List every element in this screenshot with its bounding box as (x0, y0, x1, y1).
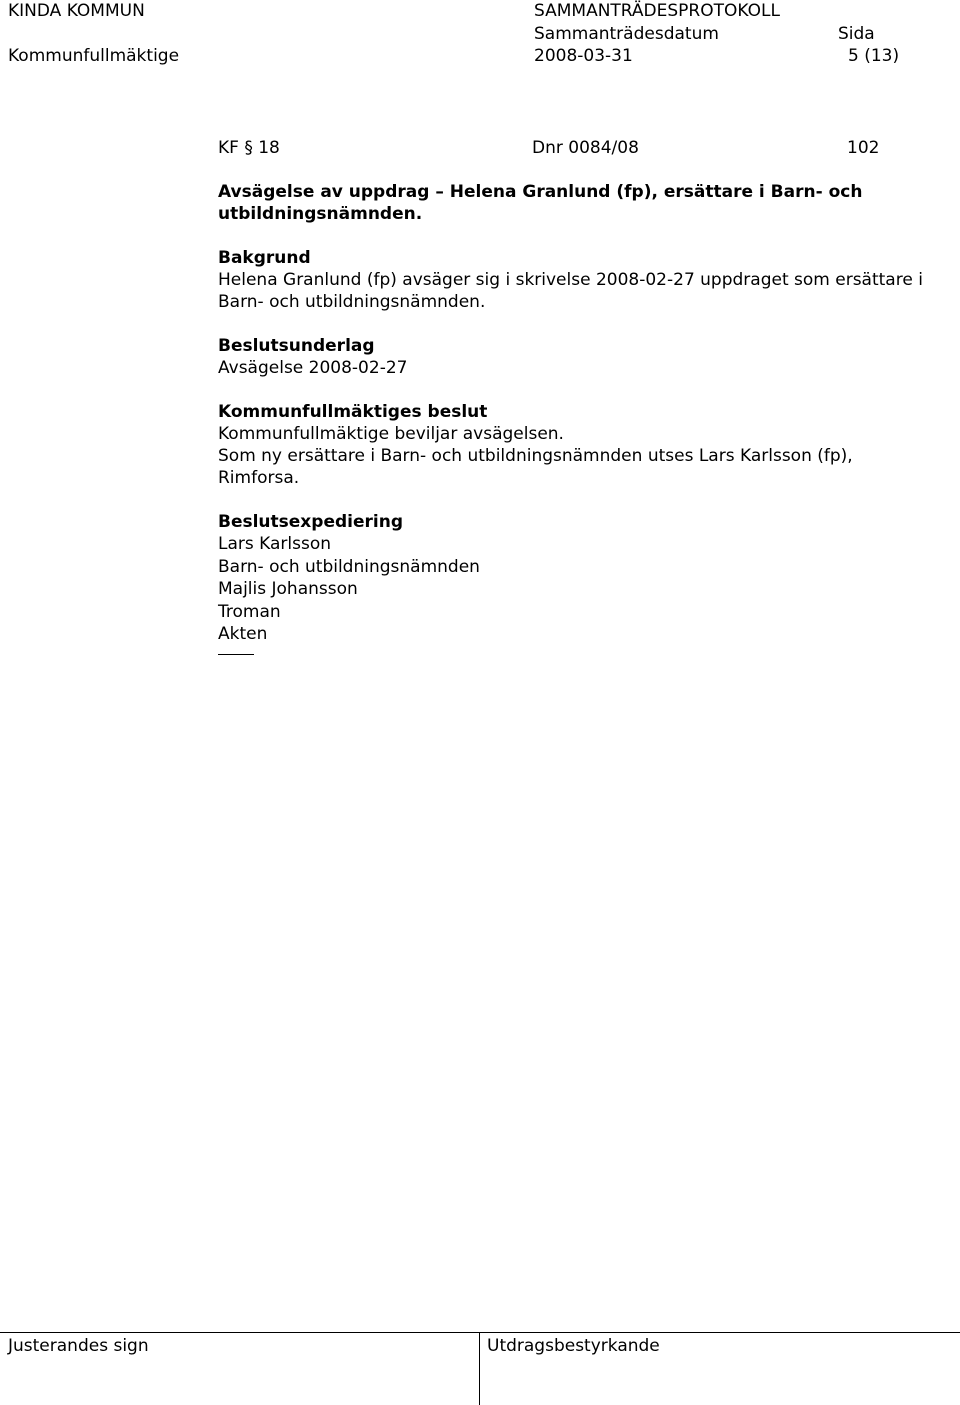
signature-footer (0, 1332, 960, 1404)
decision-line-2: Som ny ersättare i Barn- och utbildningsnämnden utses Lars Karlsson (fp), Rimforsa. (218, 446, 853, 488)
distribution-recipient: Barn- och utbildningsnämnden (218, 556, 480, 577)
item-number: 102 (847, 138, 880, 158)
distribution-recipient: Akten (218, 624, 268, 644)
distribution-heading: Beslutsexpediering (218, 512, 403, 532)
distribution-recipient: Majlis Johansson (218, 579, 358, 599)
basis-section (218, 335, 930, 379)
distribution-section (218, 511, 930, 655)
meeting-date: 2008-03-31 (534, 46, 633, 66)
basis-text: Avsägelse 2008-02-27 (218, 358, 408, 378)
certification-label: Utdragsbestyrkande (487, 1336, 660, 1356)
background-text: Helena Granlund (fp) avsäger sig i skrivelse 2008-02-27 uppdraget som ersättare i Barn- och utbildningsnämnden. (218, 270, 923, 312)
distribution-recipient: Troman (218, 601, 281, 622)
distribution-recipient: Lars Karlsson (218, 534, 332, 554)
page-label: Sida (838, 24, 875, 44)
end-rule (218, 654, 254, 655)
item-reference-row (218, 137, 930, 159)
decision-section (218, 401, 930, 489)
organization-name: KINDA KOMMUN (8, 1, 145, 21)
meeting-date-label: Sammanträdesdatum (534, 24, 719, 44)
paragraph-number: KF § 18 (218, 138, 280, 158)
basis-heading: Beslutsunderlag (218, 336, 375, 356)
document-type: SAMMANTRÄDESPROTOKOLL (534, 1, 780, 21)
decision-line-1: Kommunfullmäktige beviljar avsägelsen. (218, 424, 564, 444)
protocol-item (218, 137, 930, 655)
page-number: 5 (13) (848, 46, 900, 66)
body-name: Kommunfullmäktige (8, 46, 180, 66)
adjuster-signature-label: Justerandes sign (8, 1336, 149, 1356)
diary-number: Dnr 0084/08 (532, 138, 639, 158)
decision-heading: Kommunfullmäktiges beslut (218, 402, 488, 422)
background-section (218, 247, 930, 313)
background-heading: Bakgrund (218, 248, 311, 268)
item-title: Avsägelse av uppdrag – Helena Granlund (fp), ersättare i Barn- och utbildningsnämnden. (218, 182, 863, 224)
